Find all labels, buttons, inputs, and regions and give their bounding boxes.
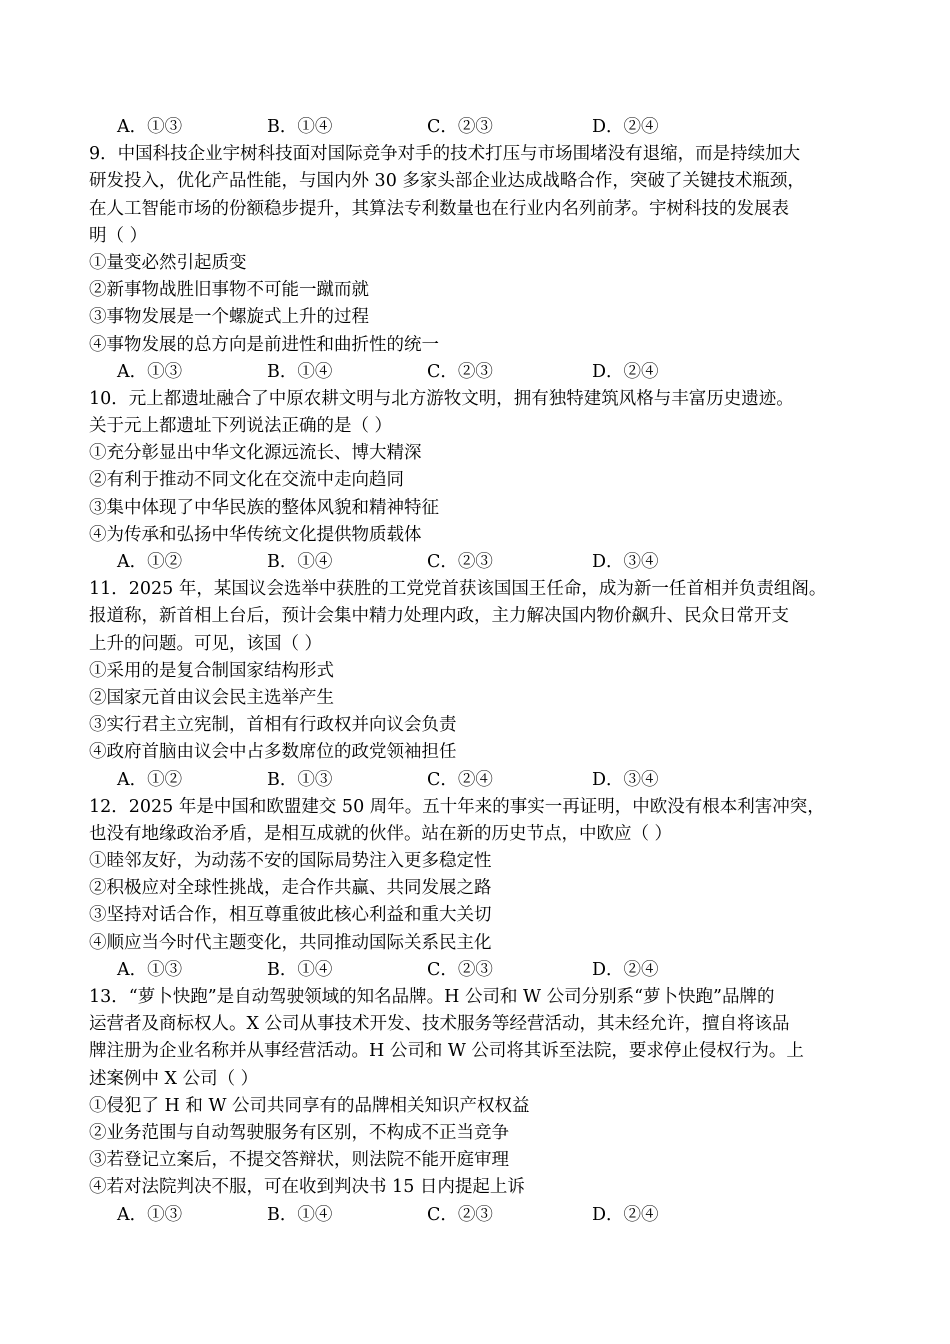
choice-d: D．②④ [592,117,659,137]
choice-b: B．①④ [267,959,333,980]
option-statement: ④为传承和弘扬中华传统文化提供物质载体 [89,524,422,545]
question-stem-line: 11．2025 年，某国议会选举中获胜的工党党首获该国国王任命，成为新一任首相并负责组阁。 [89,579,827,600]
choice-a: A．①③ [117,959,183,980]
question-stem-line: 运营者及商标权人。X 公司从事技术开发、技术服务等经营活动，其未经允许，擅自将该品 [89,1014,790,1035]
question-stem-line: 报道称，新首相上台后，预计会集中精力处理内政，主力解决国内物价飙升、民众日常开支 [89,606,789,627]
choice-c: C．②④ [427,769,493,790]
choice-d: D．②④ [592,361,659,382]
question-stem-line: 明（ ） [89,225,148,246]
option-statement: ②有利于推动不同文化在交流中走向趋同 [89,470,404,491]
question-stem-line: 13．“萝卜快跑”是自动驾驶领域的知名品牌。H 公司和 W 公司分别系“萝卜快跑”品牌的 [89,987,775,1007]
option-statement: ①睦邻友好，为动荡不安的国际局势注入更多稳定性 [89,851,492,872]
question-stem-line: 12．2025 年是中国和欧盟建交 50 周年。五十年来的事实一再证明，中欧没有根本利害冲突， [89,796,825,817]
option-statement: ②新事物战胜旧事物不可能一蹴而就 [89,280,369,301]
question-9 [89,141,869,386]
option-statement: ③事物发展是一个螺旋式上升的过程 [89,307,369,328]
option-statement: ①量变必然引起质变 [89,252,247,273]
option-statement: ③实行君主立宪制，首相有行政权并向议会负责 [89,715,457,736]
option-statement: ③集中体现了中华民族的整体风貌和精神特征 [89,497,439,518]
answer-choices-row [89,1202,869,1229]
option-statement: ④事物发展的总方向是前进性和曲折性的统一 [89,334,439,355]
choice-d: D．②④ [592,1204,659,1225]
choice-d: D．②④ [592,959,659,980]
answer-choices-row [89,957,869,984]
question-12 [89,794,869,984]
choice-a: A．①③ [117,361,183,382]
choice-c: C．②③ [427,361,493,382]
choice-b: B．①③ [267,769,333,790]
answer-choices-row [89,114,869,141]
option-statement: ④若对法院判决不服，可在收到判决书 15 日内提起上诉 [89,1177,525,1198]
choice-b: B．①④ [267,1204,333,1225]
question-stem-line: 9．中国科技企业宇树科技面对国际竞争对手的技术打压与市场围堵没有退缩，而是持续加大 [89,144,801,165]
option-statement: ①采用的是复合制国家结构形式 [89,660,334,681]
option-statement: ②积极应对全球性挑战，走合作共赢、共同发展之路 [89,878,492,899]
choice-a: A．①③ [117,1204,183,1225]
question-stem-line: 10．元上都遗址融合了中原农耕文明与北方游牧文明，拥有独特建筑风格与丰富历史遗迹。 [89,388,794,409]
question-13 [89,984,869,1229]
choice-a: A．①② [117,769,183,790]
answer-choices-row [89,359,869,386]
choice-c: C．②③ [427,959,493,980]
choice-b: B．①④ [267,552,333,572]
option-statement: ①充分彰显出中华文化源远流长、博大精深 [89,443,422,464]
choice-a: A．①② [117,552,183,572]
exam-page [89,114,869,1229]
option-statement: ①侵犯了 H 和 W 公司共同享有的品牌相关知识产权权益 [89,1095,530,1116]
question-11 [89,576,869,794]
question-stem-line: 牌注册为企业名称并从事经营活动。H 公司和 W 公司将其诉至法院，要求停止侵权行为。上 [89,1041,804,1062]
question-stem-line: 在人工智能市场的份额稳步提升，其算法专利数量也在行业内名列前茅。宇树科技的发展表 [89,198,789,219]
option-statement: ④政府首脑由议会中占多数席位的政党领袖担任 [89,742,457,763]
choice-c: C．②③ [427,552,493,572]
option-statement: ③坚持对话合作，相互尊重彼此核心利益和重大关切 [89,905,492,926]
question-stem-line: 关于元上都遗址下列说法正确的是（ ） [89,416,393,437]
question-10 [89,386,869,576]
answer-choices-row [89,767,869,794]
option-statement: ②国家元首由议会民主选举产生 [89,687,334,708]
question-stem-line: 述案例中 X 公司（ ） [89,1068,259,1089]
question-stem-line: 研发投入，优化产品性能，与国内外 30 多家头部企业达成战略合作，突破了关键技术瓶颈， [89,171,805,192]
choice-c: C．②③ [427,117,493,137]
option-statement: ②业务范围与自动驾驶服务有区别，不构成不正当竞争 [89,1122,509,1143]
option-statement: ④顺应当今时代主题变化，共同推动国际关系民主化 [89,932,492,953]
answer-choices-row [89,549,869,576]
option-statement: ③若登记立案后，不提交答辩状，则法院不能开庭审理 [89,1150,509,1171]
choice-b: B．①④ [267,361,333,382]
choice-c: C．②③ [427,1204,493,1225]
choice-d: D．③④ [592,552,659,572]
choice-d: D．③④ [592,769,659,790]
question-stem-line: 上升的问题。可见，该国（ ） [89,633,323,654]
choice-b: B．①④ [267,117,333,137]
question-stem-line: 也没有地缘政治矛盾，是相互成就的伙伴。站在新的历史节点，中欧应（ ） [89,823,673,844]
choice-a: A．①③ [117,117,183,137]
